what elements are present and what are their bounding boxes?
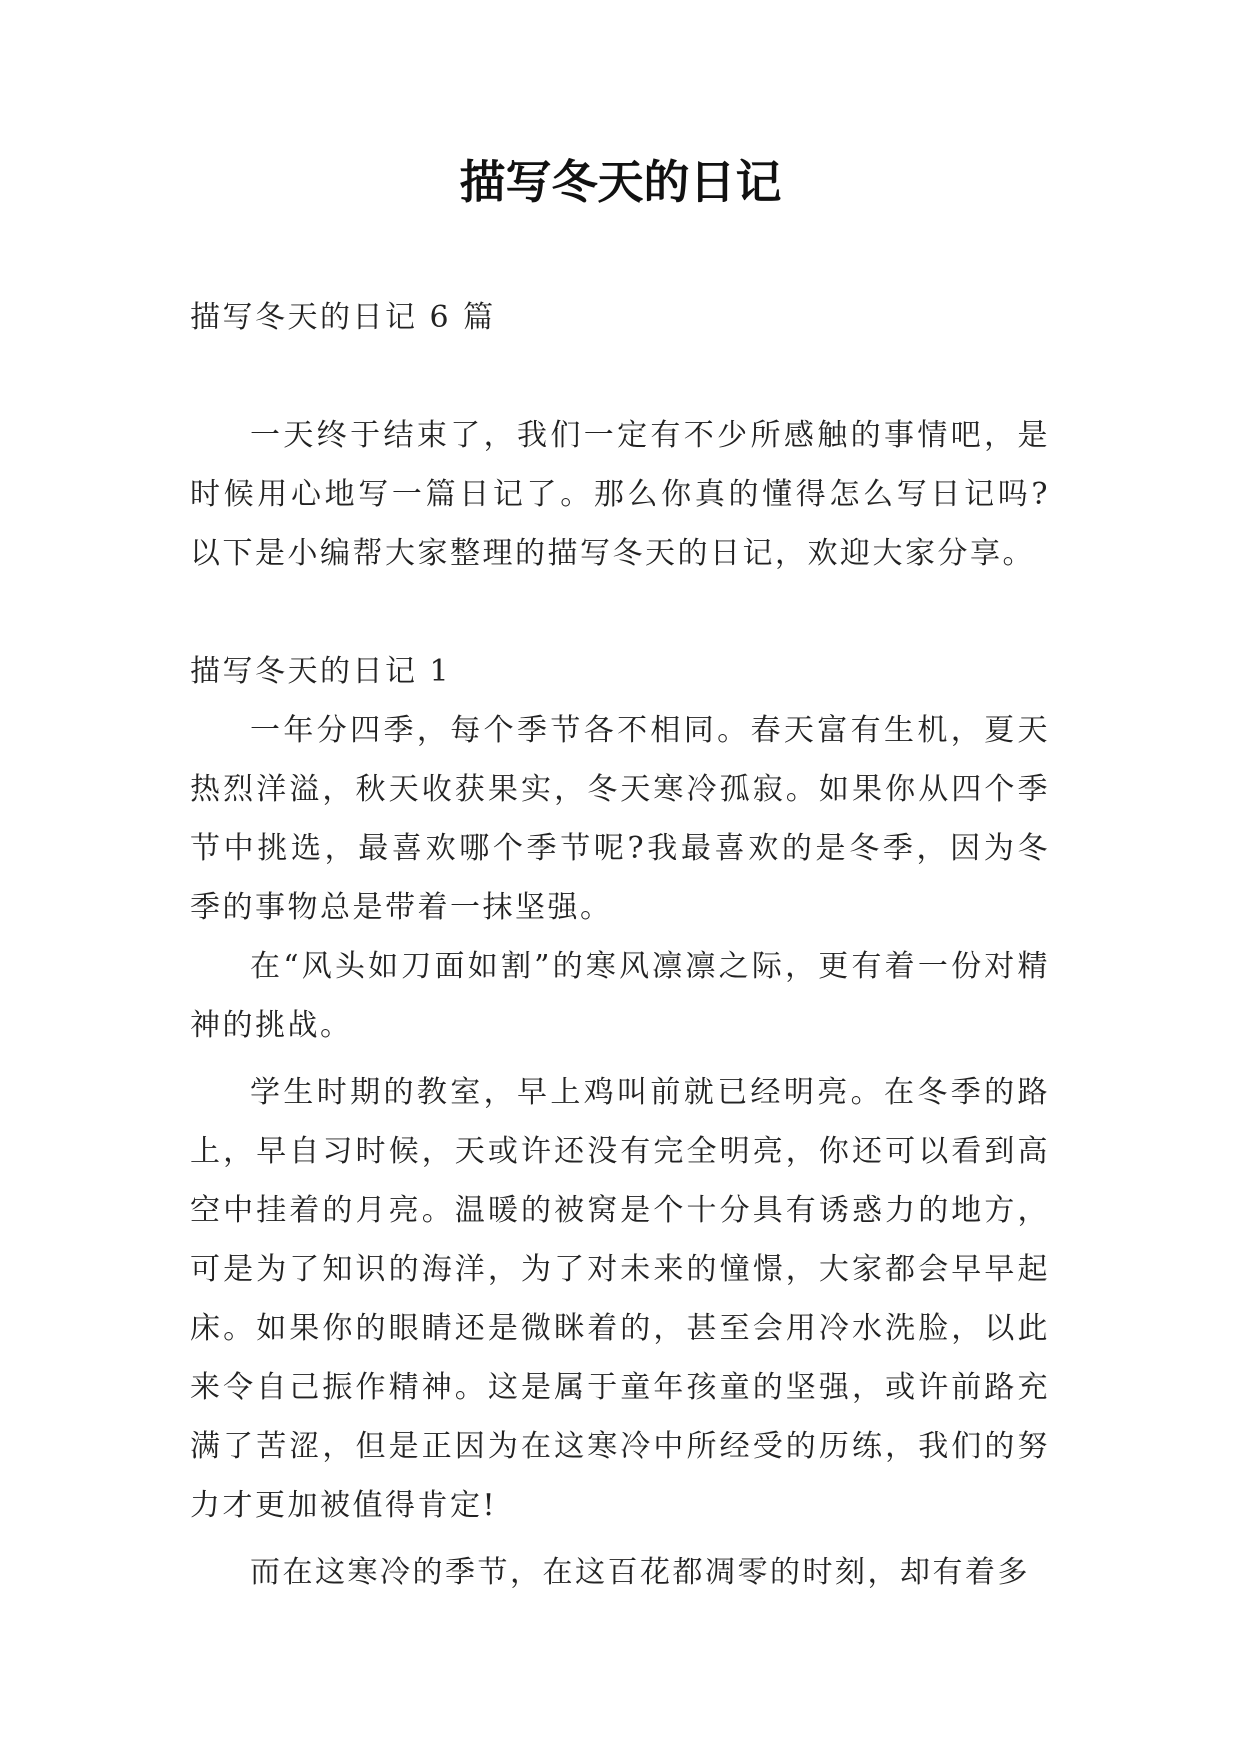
body-paragraph: 在“风头如刀面如割”的寒风凛凛之际，更有着一份对精神的挑战。 — [190, 949, 1050, 1043]
body-paragraph: 学生时期的教室，早上鸡叫前就已经明亮。在冬季的路上，早自习时候，天或许还没有完全明亮，你还可以看到高空中挂着的月亮。温暖的被窝是个十分具有诱惑力的地方，可是为了知识的海洋，为了对未来的憧憬，大家都会早早起床。如果你的眼睛还是微眯着的，甚至会用冷水洗脸，以此来令自己振作精神。这是属于童年孩童的坚强，或许前路充满了苦涩，但是正因为在这寒冷中所经受的历练，我们的努力才更加被值得肯定! — [190, 1075, 1050, 1523]
document-title: 描写冬天的日记 — [459, 155, 782, 209]
body-paragraph: 而在这寒冷的季节，在这百花都凋零的时刻，却有着多 — [250, 1555, 1030, 1590]
body-paragraph: 一年分四季，每个季节各不相同。春天富有生机，夏天热烈洋溢，秋天收获果实，冬天寒冷孤寂。如果你从四个季节中挑选，最喜欢哪个季节呢?我最喜欢的是冬季，因为冬季的事物总是带着一抹坚强。 — [190, 713, 1050, 925]
document-subtitle: 描写冬天的日记 6 篇 — [190, 300, 496, 335]
document-body — [190, 288, 1050, 1602]
section-heading: 描写冬天的日记 1 — [190, 654, 452, 689]
intro-paragraph: 一天终于结束了，我们一定有不少所感触的事情吧，是时候用心地写一篇日记了。那么你真的懂得怎么写日记吗?以下是小编帮大家整理的描写冬天的日记，欢迎大家分享。 — [190, 418, 1050, 571]
